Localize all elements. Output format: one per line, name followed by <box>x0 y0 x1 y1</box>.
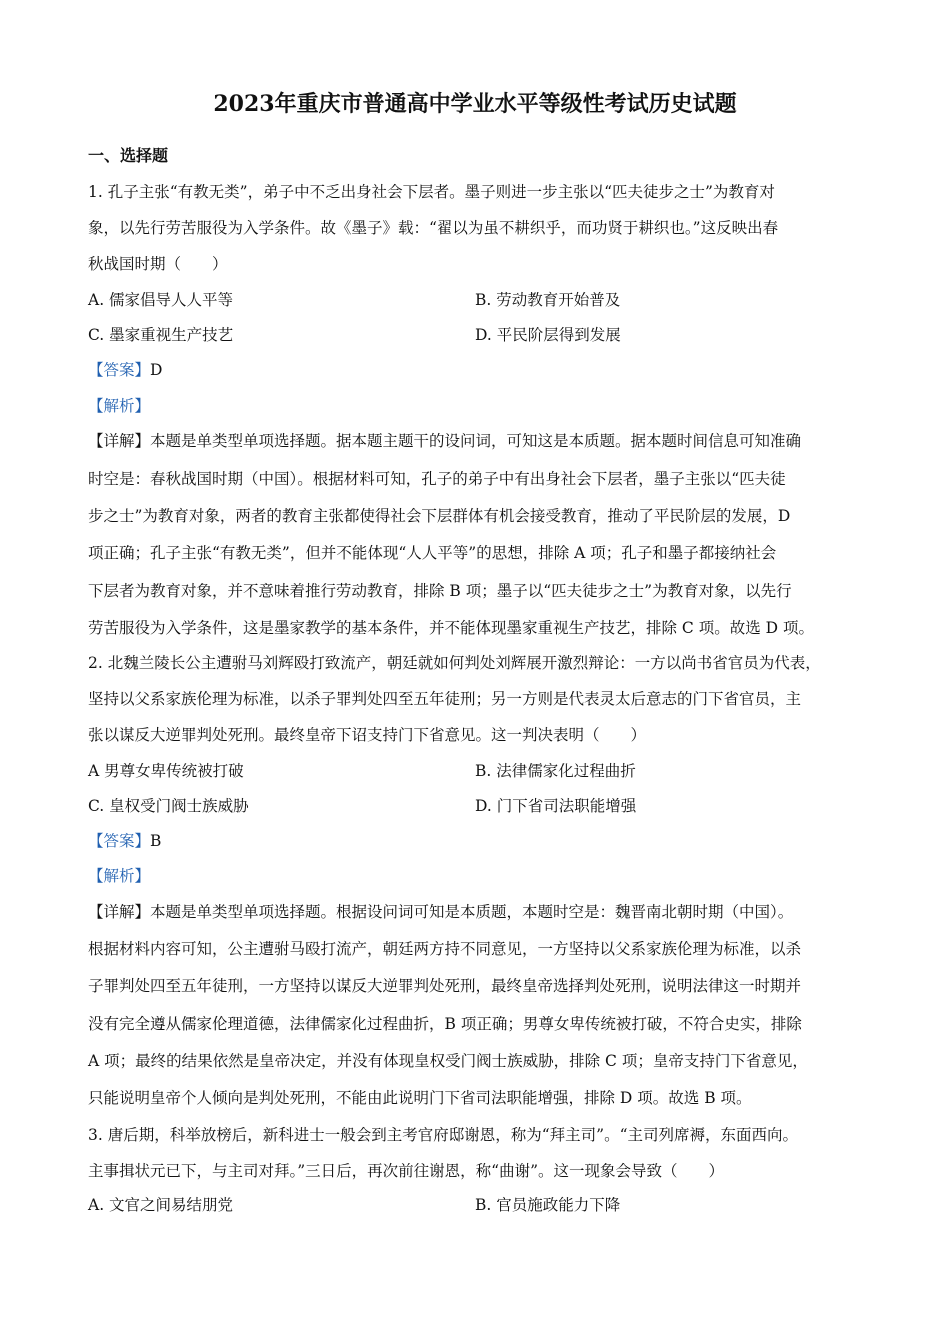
question-2-detail-line: A 项；最终的结果依然是皇帝决定，并没有体现皇权受门阀士族威胁，排除 C 项；皇帝支持门下省意见， <box>88 1052 808 1070</box>
question-2-detail-line: 子罪判处四至五年徒刑，一方坚持以谋反大逆罪判处死刑，最终皇帝选择判处死刑，说明法律这一时期并 <box>88 977 802 995</box>
question-2-analysis-tag <box>88 864 150 888</box>
section-heading: 一、选择题 <box>88 146 169 165</box>
question-2-detail-line <box>88 900 793 924</box>
question-2-option-d: D. 门下省司法职能增强 <box>475 797 637 815</box>
question-1-detail-line: 项正确；孔子主张“有教无类”，但并不能体现“人人平等”的思想，排除 A 项；孔子和墨子都接纳社会 <box>88 544 777 562</box>
detail-tag: 【详解】 <box>88 432 151 450</box>
question-2-detail-line: 只能说明皇帝个人倾向是判处死刑，不能由此说明门下省司法职能增强，排除 D 项。故选 B 项。 <box>88 1089 752 1107</box>
question-1-detail-line: 下层者为教育对象，并不意味着推行劳动教育，排除 B 项；墨子以“匹夫徒步之士”为教育对象，以先行 <box>88 582 792 600</box>
question-2-detail-line: 根据材料内容可知，公主遭驸马殴打流产，朝廷两方持不同意见，一方坚持以父系家族伦理为标准，以杀 <box>88 940 802 958</box>
question-1-option-a: A. 儒家倡导人人平等 <box>88 291 234 309</box>
question-1-analysis-tag <box>88 394 150 418</box>
detail-text: 本题是单类型单项选择题。根据设问词可知是本质题，本题时空是：魏晋南北朝时期（中国）。 <box>150 903 794 921</box>
exam-title: 2023年重庆市普通高中学业水平等级性考试历史试题 <box>213 91 737 117</box>
question-1-option-d: D. 平民阶层得到发展 <box>475 326 621 344</box>
answer-tag: 【答案】 <box>88 361 151 379</box>
question-1-answer <box>88 358 162 382</box>
question-2-option-a: A 男尊女卑传统被打破 <box>88 762 244 780</box>
question-1-detail-line: 步之士”为教育对象，两者的教育主张都使得社会下层群体有机会接受教育，推动了平民阶层的发展，D <box>88 507 791 525</box>
answer-value: B <box>150 832 162 850</box>
question-1-stem-line: 1. 孔子主张“有教无类”，弟子中不乏出身社会下层者。墨子则进一步主张以“匹夫徒步之士”为教育对 <box>88 183 775 201</box>
question-3-stem-line: 3. 唐后期，科举放榜后，新科进士一般会到主考官府邸谢恩，称为“拜主司”。“主司列席褥，东面西向。 <box>88 1126 798 1144</box>
question-1-detail-line: 时空是：春秋战国时期（中国）。根据材料可知，孔子的弟子中有出身社会下层者，墨子主张以“匹夫徒 <box>88 470 786 488</box>
question-1-detail-line <box>88 429 801 453</box>
question-2-answer <box>88 829 161 853</box>
question-1-stem-line: 象，以先行劳苦服役为入学条件。故《墨子》载：“翟以为虽不耕织乎，而功贤于耕织也。”这反映出春 <box>88 219 779 237</box>
detail-tag: 【详解】 <box>88 903 151 921</box>
question-3-option-b: B. 官员施政能力下降 <box>475 1196 621 1214</box>
question-3-stem-line: 主事揖状元已下，与主司对拜。”三日后，再次前往谢恩，称“曲谢”。这一现象会导致（ ） <box>88 1162 725 1180</box>
question-1-detail-line: 劳苦服役为入学条件，这是墨家教学的基本条件，并不能体现墨家重视生产技艺，排除 C 项。故选 D 项。 <box>88 619 814 637</box>
analysis-tag: 【解析】 <box>88 867 151 885</box>
answer-tag: 【答案】 <box>88 832 151 850</box>
answer-value: D <box>150 361 163 379</box>
question-2-option-b: B. 法律儒家化过程曲折 <box>475 762 636 780</box>
question-2-stem-line: 2. 北魏兰陵长公主遭驸马刘辉殴打致流产，朝廷就如何判处刘辉展开激烈辩论：一方以尚书省官员为代表， <box>88 654 821 672</box>
question-2-detail-line: 没有完全遵从儒家伦理道德，法律儒家化过程曲折，B 项正确；男尊女卑传统被打破，不符合史实，排除 <box>88 1015 802 1033</box>
question-1-option-b: B. 劳动教育开始普及 <box>475 291 621 309</box>
detail-text: 本题是单类型单项选择题。据本题主题干的设问词，可知这是本质题。据本题时间信息可知准确 <box>150 432 802 450</box>
question-1-stem-line: 秋战国时期（ ） <box>88 255 228 273</box>
analysis-tag: 【解析】 <box>88 397 151 415</box>
question-2-stem-line: 张以谋反大逆罪判处死刑。最终皇帝下诏支持门下省意见。这一判决表明（ ） <box>88 726 647 744</box>
question-3-option-a: A. 文官之间易结朋党 <box>88 1196 234 1214</box>
question-1-option-c: C. 墨家重视生产技艺 <box>88 326 234 344</box>
question-2-stem-line: 坚持以父系家族伦理为标准，以杀子罪判处四至五年徒刑；另一方则是代表灵太后意志的门下省官员，主 <box>88 690 802 708</box>
question-2-option-c: C. 皇权受门阀士族威胁 <box>88 797 249 815</box>
